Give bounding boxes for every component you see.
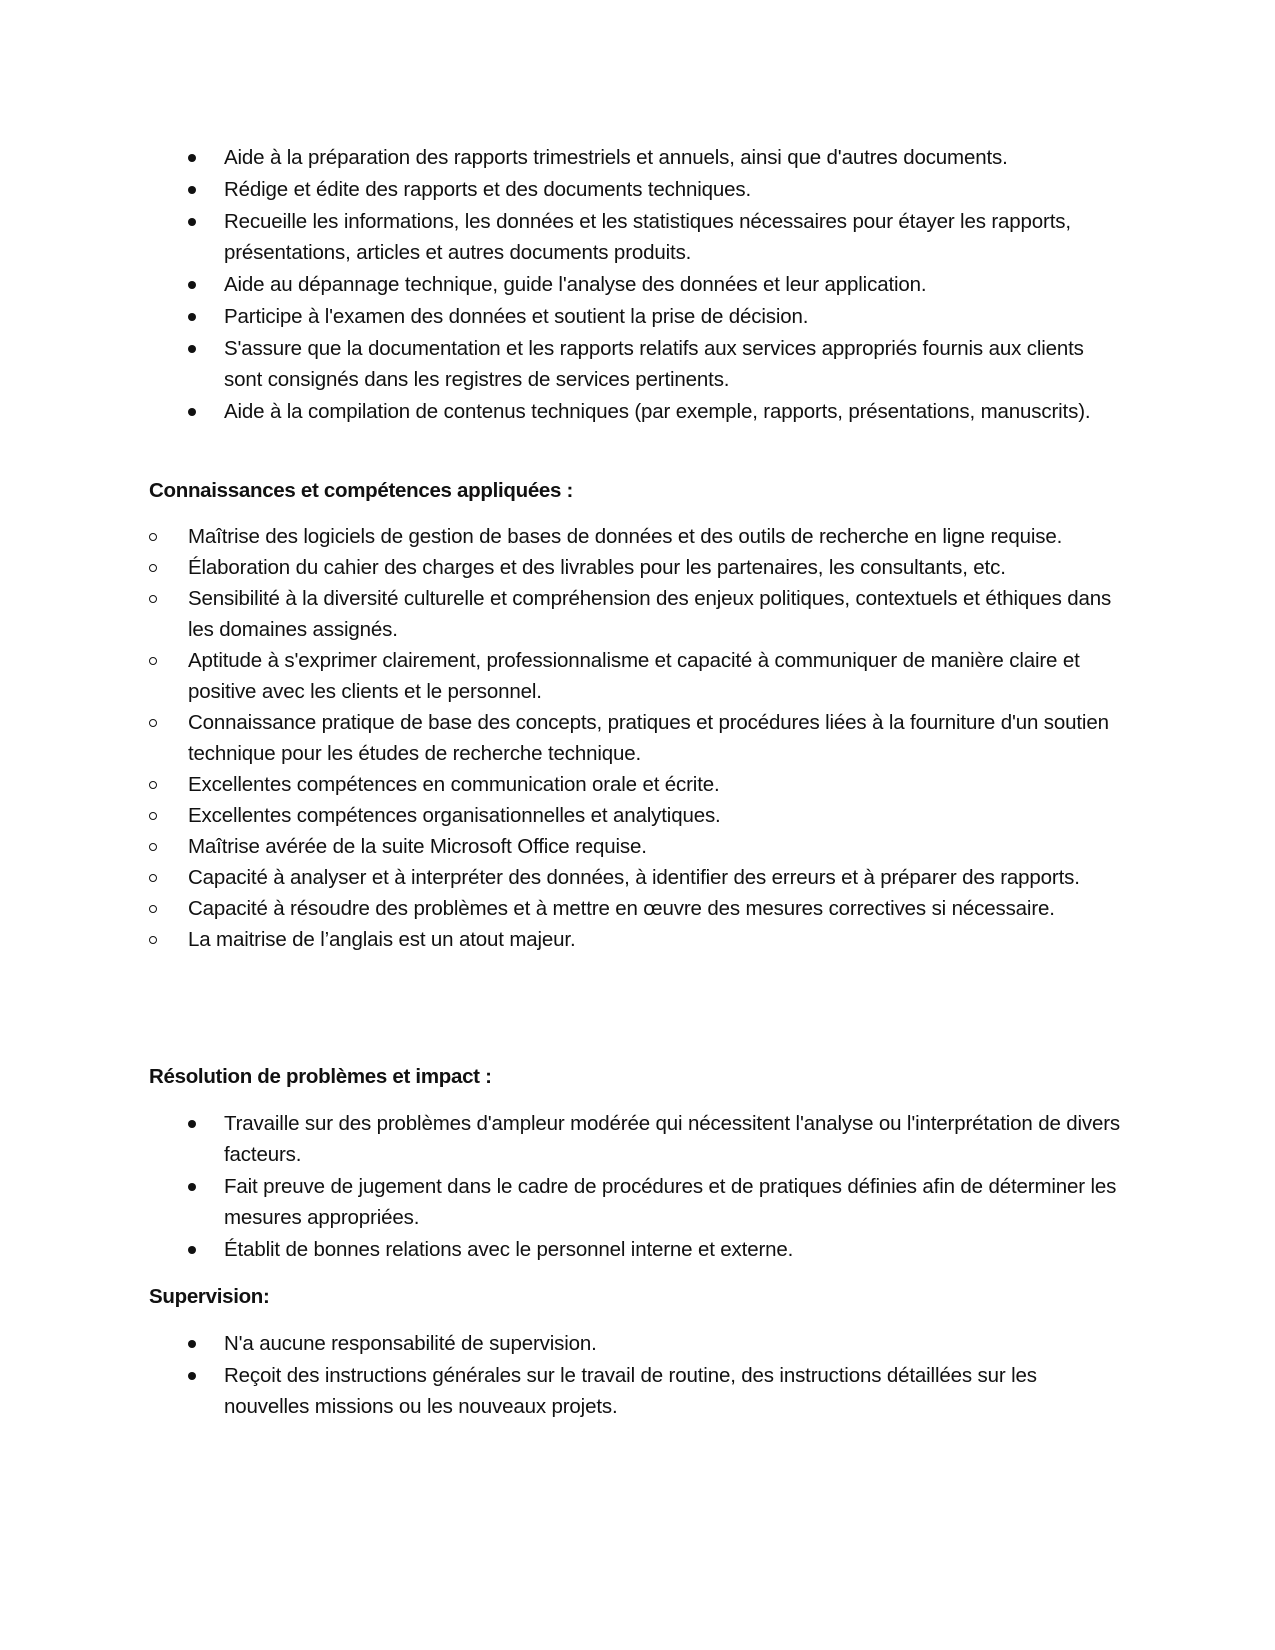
bullet-circle-icon	[149, 905, 157, 913]
bullet-circle-icon	[149, 595, 157, 603]
section-heading-problem-solving: Résolution de problèmes et impact :	[149, 1065, 492, 1088]
bullet-disc-icon	[188, 345, 196, 353]
problem-solving-list	[0, 1108, 1124, 1265]
bullet-disc-icon	[188, 154, 196, 162]
list-item: Connaissance pratique de base des concepts, pratiques et procédures liées à la fourniture d'un soutien technique pour les études de recherche technique.	[0, 707, 1128, 769]
bullet-disc-icon	[188, 1120, 196, 1128]
section-heading-supervision: Supervision:	[149, 1285, 270, 1308]
supervision-list	[0, 1328, 1124, 1422]
list-item: Capacité à résoudre des problèmes et à mettre en œuvre des mesures correctives si nécessaire.	[0, 893, 1128, 924]
list-item: Aptitude à s'exprimer clairement, professionnalisme et capacité à communiquer de manière claire et positive avec les clients et le personnel.	[0, 645, 1128, 707]
list-item: S'assure que la documentation et les rapports relatifs aux services appropriés fournis aux clients sont consignés dans les registres de services pertinents.	[0, 333, 1124, 395]
bullet-disc-icon	[188, 1340, 196, 1348]
section-heading-skills: Connaissances et compétences appliquées :	[149, 479, 574, 502]
list-item: Aide à la préparation des rapports trimestriels et annuels, ainsi que d'autres documents.	[0, 142, 1124, 173]
bullet-circle-icon	[149, 657, 157, 665]
list-item: Maîtrise des logiciels de gestion de bases de données et des outils de recherche en ligne requise.	[0, 521, 1128, 552]
skills-list	[0, 521, 1128, 955]
list-item: Recueille les informations, les données et les statistiques nécessaires pour étayer les rapports, présentations, articles et autres documents produits.	[0, 206, 1124, 268]
list-item: Participe à l'examen des données et soutient la prise de décision.	[0, 301, 1124, 332]
bullet-disc-icon	[188, 1372, 196, 1380]
list-item: Établit de bonnes relations avec le personnel interne et externe.	[0, 1234, 1124, 1265]
bullet-disc-icon	[188, 408, 196, 416]
bullet-circle-icon	[149, 533, 157, 541]
list-item: Capacité à analyser et à interpréter des données, à identifier des erreurs et à préparer des rapports.	[0, 862, 1128, 893]
list-item: Aide à la compilation de contenus techniques (par exemple, rapports, présentations, manuscrits).	[0, 396, 1124, 427]
list-item: Excellentes compétences en communication orale et écrite.	[0, 769, 1128, 800]
list-item: La maitrise de l’anglais est un atout majeur.	[0, 924, 1128, 955]
bullet-circle-icon	[149, 936, 157, 944]
list-item: Travaille sur des problèmes d'ampleur modérée qui nécessitent l'analyse ou l'interprétation de divers facteurs.	[0, 1108, 1124, 1170]
bullet-circle-icon	[149, 781, 157, 789]
bullet-circle-icon	[149, 719, 157, 727]
list-item: Reçoit des instructions générales sur le travail de routine, des instructions détaillées sur les nouvelles missions ou les nouveaux projets.	[0, 1360, 1124, 1422]
bullet-disc-icon	[188, 281, 196, 289]
bullet-disc-icon	[188, 313, 196, 321]
bullet-disc-icon	[188, 1246, 196, 1254]
bullet-disc-icon	[188, 1183, 196, 1191]
responsibilities-list	[0, 142, 1124, 427]
list-item: Élaboration du cahier des charges et des livrables pour les partenaires, les consultants, etc.	[0, 552, 1128, 583]
bullet-disc-icon	[188, 186, 196, 194]
bullet-circle-icon	[149, 564, 157, 572]
list-item: Excellentes compétences organisationnelles et analytiques.	[0, 800, 1128, 831]
list-item: Rédige et édite des rapports et des documents techniques.	[0, 174, 1124, 205]
list-item: N'a aucune responsabilité de supervision.	[0, 1328, 1124, 1359]
bullet-circle-icon	[149, 874, 157, 882]
list-item: Aide au dépannage technique, guide l'analyse des données et leur application.	[0, 269, 1124, 300]
list-item: Fait preuve de jugement dans le cadre de procédures et de pratiques définies afin de déterminer les mesures appropriées.	[0, 1171, 1124, 1233]
bullet-circle-icon	[149, 843, 157, 851]
list-item: Maîtrise avérée de la suite Microsoft Office requise.	[0, 831, 1128, 862]
bullet-circle-icon	[149, 812, 157, 820]
list-item: Sensibilité à la diversité culturelle et compréhension des enjeux politiques, contextuels et éthiques dans les domaines assignés.	[0, 583, 1128, 645]
bullet-disc-icon	[188, 218, 196, 226]
